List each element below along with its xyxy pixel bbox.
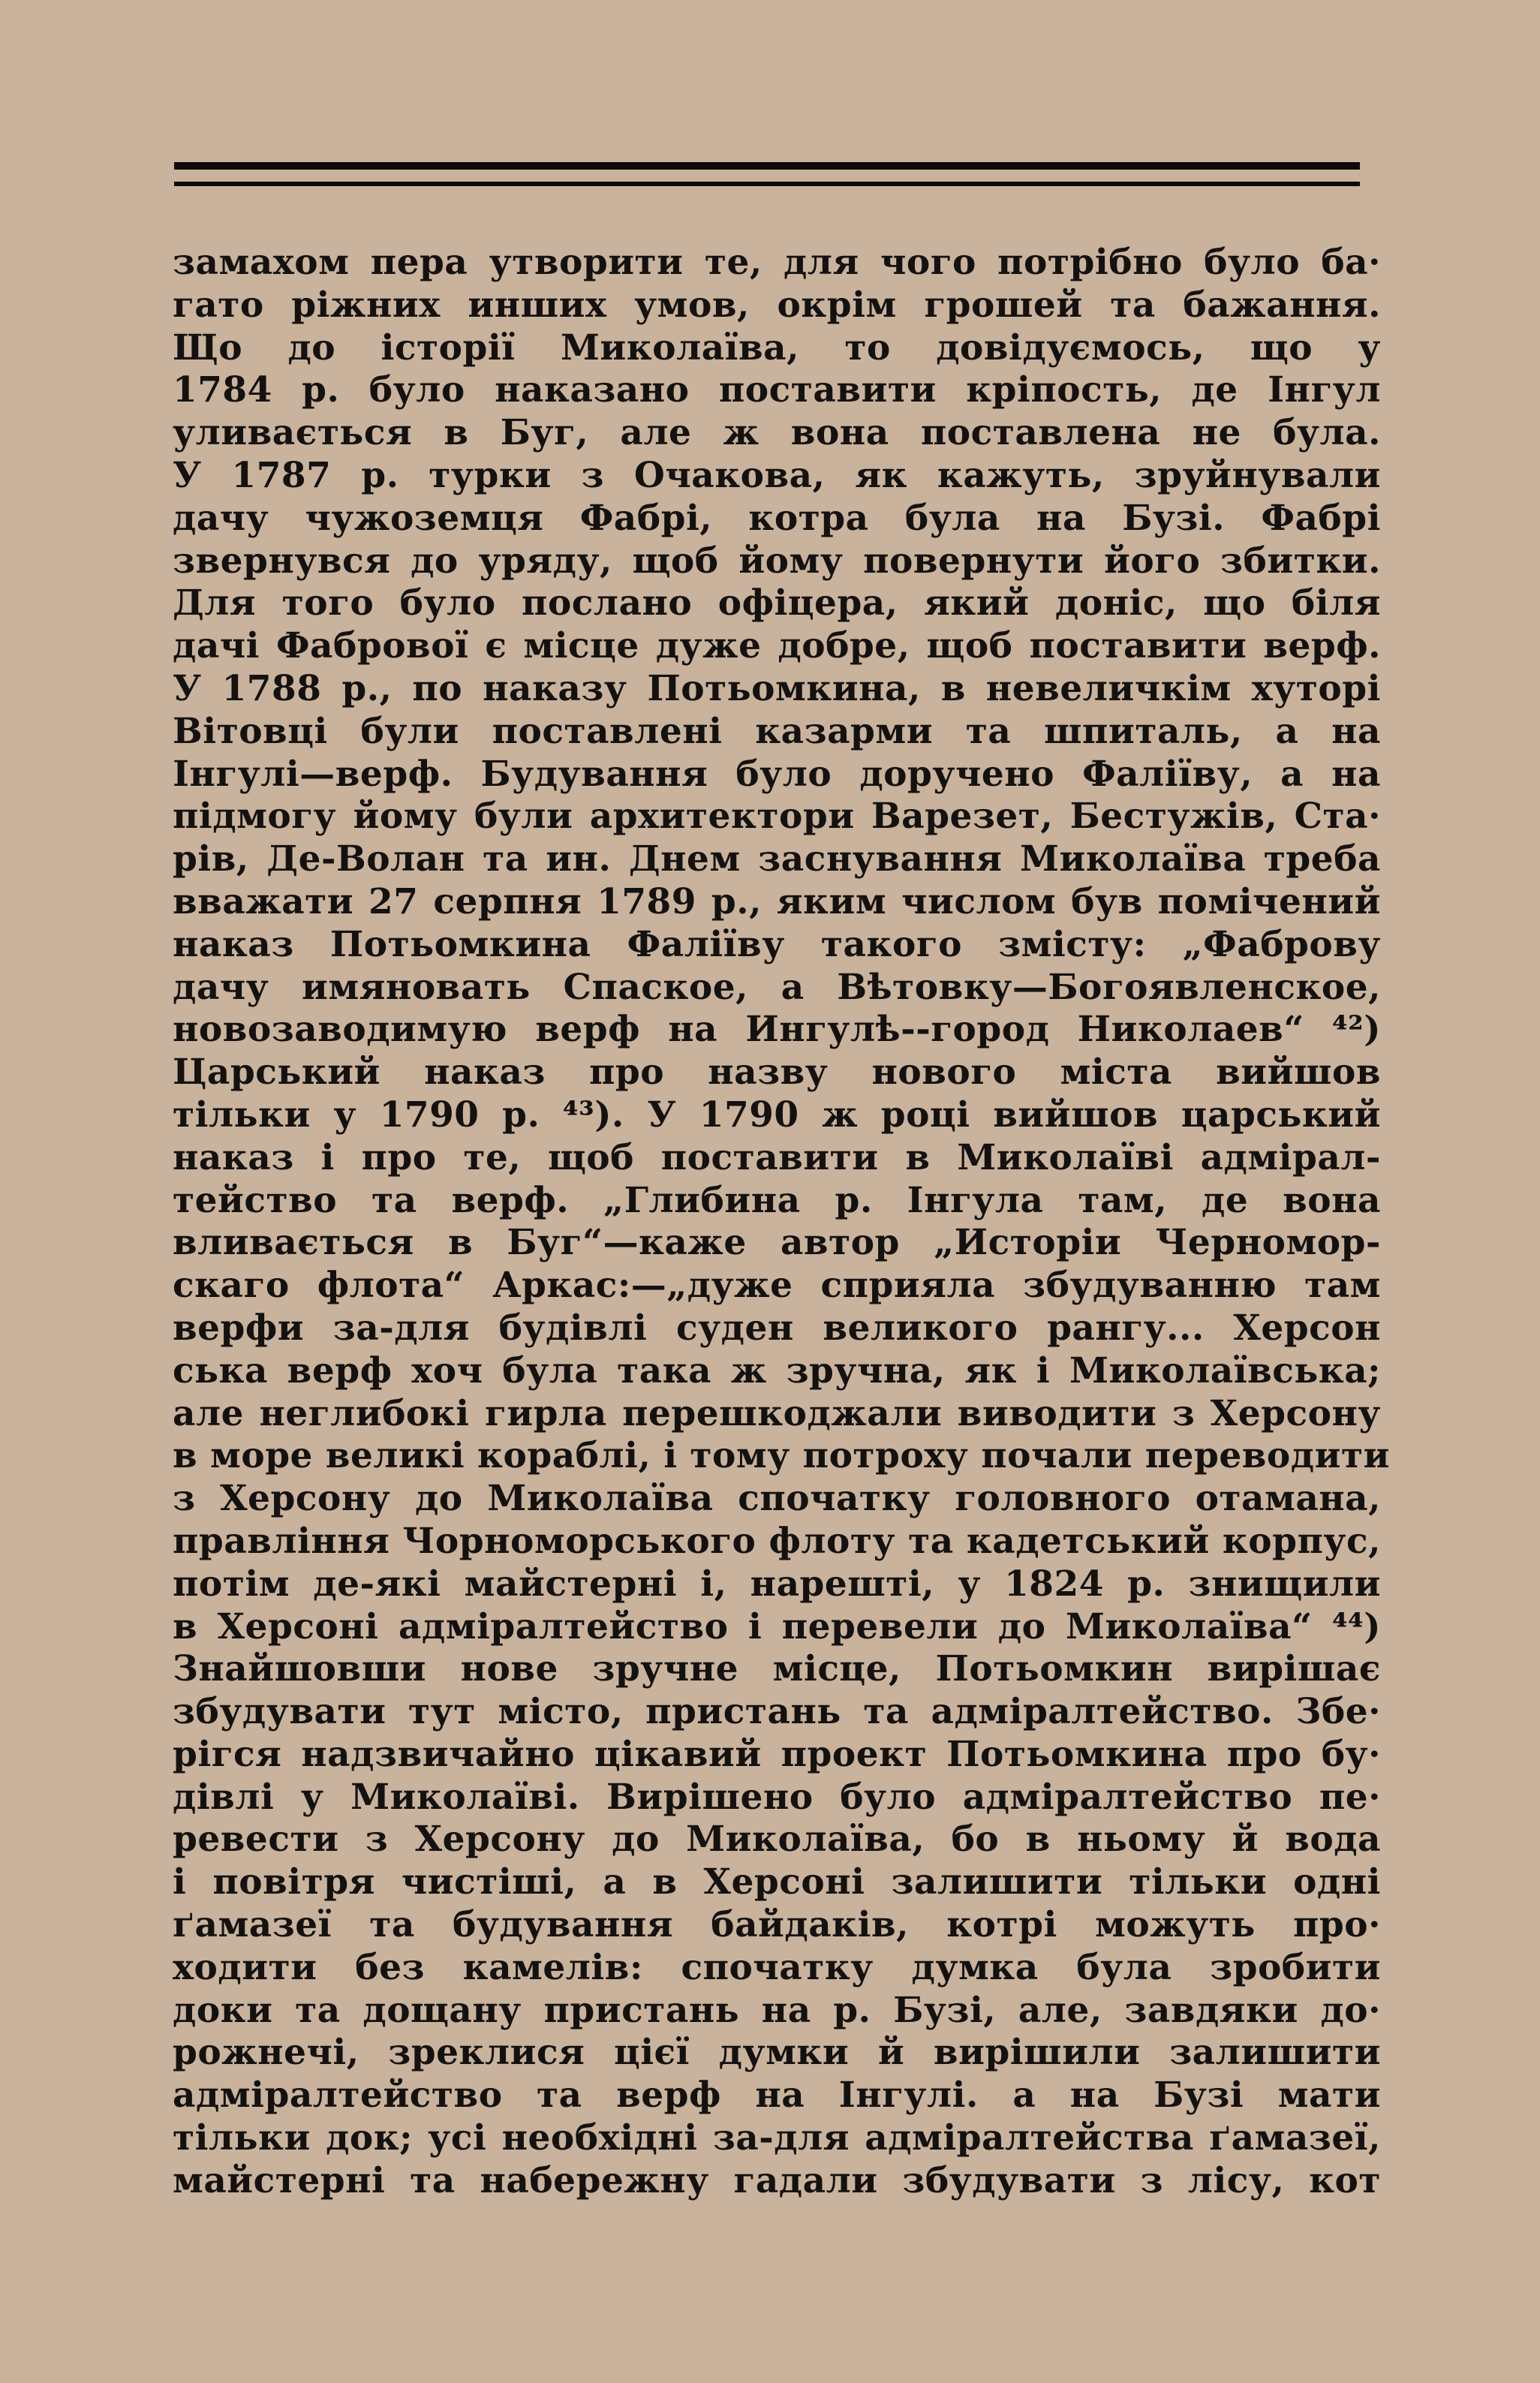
text-line: Вітовці були поставлені казарми та шпиталь, а на	[173, 710, 1381, 752]
text-line: але неглибокі гирла перешкоджали виводити з Херсону	[173, 1392, 1381, 1434]
text-line: уливається в Буг, але ж вона поставлена не була.	[173, 412, 1381, 454]
page-body-text	[173, 242, 1390, 2203]
text-line: Що до історії Миколаїва, то довідуємось, що у	[173, 326, 1381, 369]
text-line: дачі Фабрової є місце дуже добре, щоб поставити верф.	[173, 625, 1381, 667]
text-line: рігся надзвичайно цікавий проект Потьомкина про бу·	[173, 1733, 1381, 1775]
text-line: з Херсону до Миколаїва спочатку головного отамана,	[173, 1478, 1381, 1520]
text-line: У 1788 р., по наказу Потьомкина, в невеличкім хуторі	[173, 667, 1381, 709]
text-line: адміралтейство та верф на Інгулі. а на Бузі мати	[173, 2075, 1381, 2117]
text-line: і повітря чистіші, а в Херсоні залишити тільки одні	[173, 1861, 1381, 1903]
top-rule-thin	[174, 182, 1360, 186]
text-line: замахом пера утворити те, для чого потрібно було ба·	[173, 242, 1381, 283]
text-line: рожнечі, зреклися цієї думки й вирішили залишити	[173, 2032, 1381, 2074]
text-line: Царський наказ про назву нового міста вийшов	[173, 1052, 1381, 1094]
text-line: скаго флота“ Аркас:—„дуже сприяла збудуванню там	[173, 1265, 1381, 1307]
text-line: ревести з Херсону до Миколаїва, бо в ньому й вода	[173, 1819, 1381, 1861]
text-line: в Херсоні адміралтейство і перевели до Миколаїва“ ⁴⁴)	[173, 1605, 1381, 1647]
text-line: дачу чужоземця Фабрі, котра була на Бузі. Фабрі	[173, 497, 1381, 539]
text-line: Інгулі—верф. Будування було доручено Фаліїву, а на	[173, 753, 1381, 795]
text-line: наказ Потьомкина Фаліїву такого змісту: „Фаброву	[173, 923, 1381, 965]
text-line: У 1787 р. турки з Очакова, як кажуть, зруйнували	[173, 454, 1381, 496]
text-line: рів, Де-Волан та ин. Днем заснування Миколаїва треба	[173, 838, 1381, 880]
text-line: звернувся до уряду, щоб йому повернути його збитки.	[173, 540, 1381, 582]
text-line: вливається в Буг“—каже автор „Исторіи Черномор-	[173, 1222, 1381, 1264]
text-line: вважати 27 серпня 1789 р., яким числом був помічений	[173, 880, 1381, 922]
text-line: ґамазеї та будування байдаків, котрі можуть про·	[173, 1904, 1381, 1946]
text-line: новозаводимую верф на Ингулѣ--город Николаев“ ⁴²)	[173, 1009, 1381, 1051]
text-line: в море великі кораблі, і тому потроху почали переводити	[173, 1435, 1390, 1477]
text-line: 1784 р. було наказано поставити кріпость, де Інгул	[173, 369, 1381, 411]
text-line: верфи за-для будівлі суден великого рангу... Херсон	[173, 1307, 1381, 1349]
text-line: наказ і про те, щоб поставити в Миколаїві адмірал-	[173, 1136, 1381, 1178]
text-line: збудувати тут місто, пристань та адміралтейство. Збе·	[173, 1691, 1381, 1733]
text-line: тейство та верф. „Глибина р. Інгула там, де вона	[173, 1179, 1381, 1221]
text-line: Для того було послано офіцера, який доніс, що біля	[173, 582, 1381, 624]
text-line: потім де-які майстерні і, нарешті, у 1824 р. знищили	[173, 1563, 1381, 1605]
text-line: дівлі у Миколаїві. Вирішено було адміралтейство пе·	[173, 1776, 1381, 1818]
text-line: тільки док; усі необхідні за-для адміралтейства ґамазеї,	[173, 2117, 1381, 2159]
text-line: доки та дощану пристань на р. Бузі, але, завдяки до·	[173, 1989, 1381, 2031]
text-line: гато ріжних инших умов, окрім грошей та бажання.	[173, 284, 1381, 326]
text-line: підмогу йому були архитектори Варезет, Бестужів, Ста·	[173, 796, 1381, 838]
text-line: ходити без камелів: спочатку думка була зробити	[173, 1946, 1381, 1988]
text-line: тільки у 1790 р. ⁴³). У 1790 ж році вийшов царський	[173, 1094, 1381, 1136]
text-line: Знайшовши нове зручне місце, Потьомкин вирішає	[173, 1648, 1381, 1690]
top-rule-thick	[174, 162, 1360, 170]
text-line: майстерні та набережну гадали збудувати з лісу, кот	[173, 2159, 1381, 2201]
text-line: дачу имяновать Спаское, а Вѣтовку—Богоявленское,	[173, 966, 1381, 1008]
text-line: ська верф хоч була така ж зручна, як і Миколаївська;	[173, 1349, 1381, 1392]
text-line: правління Чорноморського флоту та кадетський корпус,	[173, 1520, 1381, 1562]
